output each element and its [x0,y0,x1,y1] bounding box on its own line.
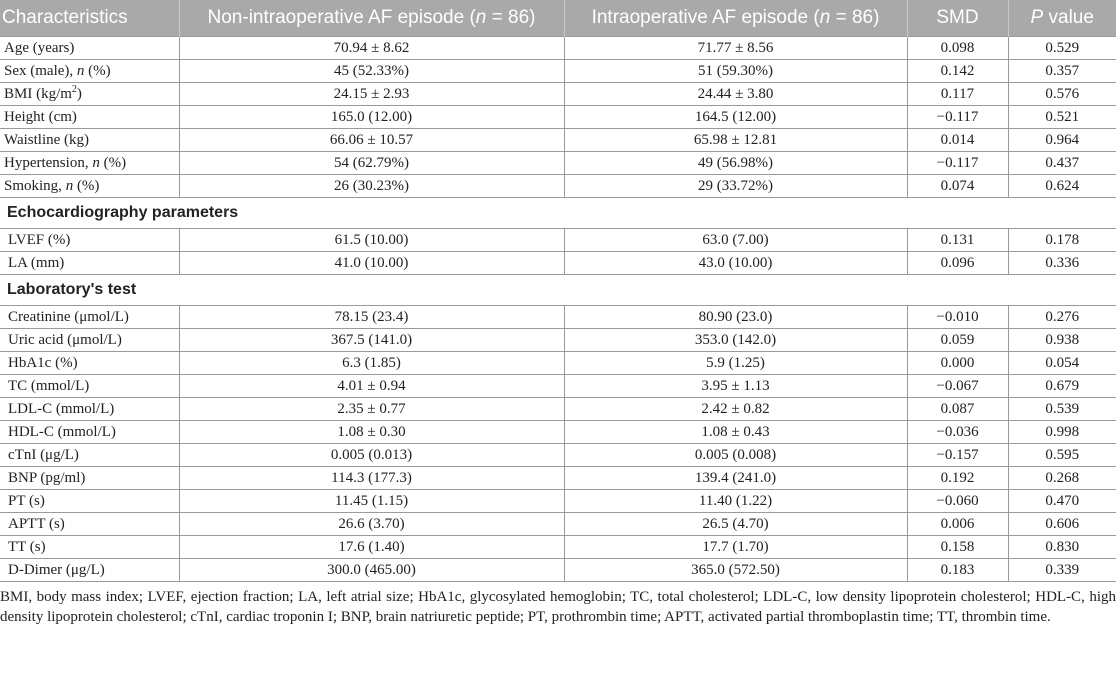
cell-p: 0.437 [1008,152,1116,175]
row-label: Uric acid (μmol/L) [0,329,179,352]
table-row [0,329,1116,352]
row-label: LVEF (%) [0,229,179,252]
cell-non-af: 114.3 (177.3) [179,467,564,490]
cell-p: 0.357 [1008,60,1116,83]
header-smd: SMD [907,0,1008,37]
cell-af: 2.42 ± 0.82 [564,398,907,421]
row-label [0,83,179,106]
cell-non-af: 70.94 ± 8.62 [179,37,564,60]
row-label: LDL-C (mmol/L) [0,398,179,421]
cell-smd: 0.000 [907,352,1008,375]
row-label: TC (mmol/L) [0,375,179,398]
table-row [0,60,1116,83]
table-row [0,129,1116,152]
header-p-symbol: P [1030,7,1044,28]
row-label-pre: Smoking, [4,178,66,194]
cell-smd: −0.117 [907,152,1008,175]
cell-af: 353.0 (142.0) [564,329,907,352]
cell-p: 0.539 [1008,398,1116,421]
cell-smd: 0.158 [907,536,1008,559]
cell-af: 3.95 ± 1.13 [564,375,907,398]
cell-non-af: 367.5 (141.0) [179,329,564,352]
row-label: TT (s) [0,536,179,559]
cell-p: 0.830 [1008,536,1116,559]
cell-p: 0.998 [1008,421,1116,444]
cell-smd: 0.006 [907,513,1008,536]
cell-af: 49 (56.98%) [564,152,907,175]
cell-non-af: 1.08 ± 0.30 [179,421,564,444]
cell-af: 5.9 (1.25) [564,352,907,375]
cell-non-af: 17.6 (1.40) [179,536,564,559]
cell-af: 365.0 (572.50) [564,559,907,582]
cell-non-af: 45 (52.33%) [179,60,564,83]
cell-non-af: 24.15 ± 2.93 [179,83,564,106]
row-label-pre: Sex (male), [4,63,77,79]
cell-p: 0.576 [1008,83,1116,106]
cell-smd: 0.074 [907,175,1008,198]
row-label: HDL-C (mmol/L) [0,421,179,444]
table-row [0,229,1116,252]
header-row [0,0,1116,37]
cell-non-af: 26.6 (3.70) [179,513,564,536]
cell-p: 0.178 [1008,229,1116,252]
cell-smd: 0.192 [907,467,1008,490]
cell-p: 0.336 [1008,252,1116,275]
cell-af: 29 (33.72%) [564,175,907,198]
cell-p: 0.679 [1008,375,1116,398]
cell-af: 164.5 (12.00) [564,106,907,129]
table-row [0,306,1116,329]
cell-non-af: 66.06 ± 10.57 [179,129,564,152]
table-row [0,398,1116,421]
table-row [0,375,1116,398]
header-af-prefix: Intraoperative AF episode ( [591,7,820,28]
cell-af: 65.98 ± 12.81 [564,129,907,152]
cell-smd: −0.010 [907,306,1008,329]
header-characteristics: Characteristics [0,0,179,37]
row-label: PT (s) [0,490,179,513]
cell-p: 0.339 [1008,559,1116,582]
header-non-af [179,0,564,37]
table-row [0,83,1116,106]
row-label-sup: 2 [71,84,77,95]
header-non-af-prefix: Non-intraoperative AF episode ( [207,7,476,28]
cell-af: 0.005 (0.008) [564,444,907,467]
cell-p: 0.054 [1008,352,1116,375]
row-label: HbA1c (%) [0,352,179,375]
row-label-n: n [92,155,100,171]
table-row [0,352,1116,375]
cell-non-af: 78.15 (23.4) [179,306,564,329]
row-label: Waistline (kg) [0,129,179,152]
cell-non-af: 54 (62.79%) [179,152,564,175]
cell-smd: −0.036 [907,421,1008,444]
table-row [0,37,1116,60]
row-label [0,175,179,198]
cell-smd: 0.059 [907,329,1008,352]
row-label-post: (%) [84,63,111,79]
header-non-af-n: n [475,7,487,28]
cell-non-af: 11.45 (1.15) [179,490,564,513]
cell-p: 0.268 [1008,467,1116,490]
row-label: cTnI (μg/L) [0,444,179,467]
table-footnote: BMI, body mass index; LVEF, ejection fraction; LA, left atrial size; HbA1c, glycosylated hemoglobin; TC, total cholesterol; LDL-C, low density lipoprotein cholesterol; HDL-C, high density lipoprotein cholesterol; cTnI, cardiac troponin I; BNP, brain natriuretic peptide; PT, prothrombin time; APTT, activated partial thromboplastin time; TT, thrombin time. [0,589,1116,625]
cell-af: 24.44 ± 3.80 [564,83,907,106]
cell-smd: 0.096 [907,252,1008,275]
table-row [0,490,1116,513]
header-af-suffix: = 86) [830,7,880,28]
row-label-post: ) [76,86,82,102]
table-row [0,467,1116,490]
cell-p: 0.470 [1008,490,1116,513]
cell-non-af: 6.3 (1.85) [179,352,564,375]
cell-non-af: 26 (30.23%) [179,175,564,198]
cell-smd: 0.131 [907,229,1008,252]
cell-p: 0.938 [1008,329,1116,352]
cell-af: 80.90 (23.0) [564,306,907,329]
table-row [0,444,1116,467]
cell-smd: 0.117 [907,83,1008,106]
header-af-n: n [819,7,831,28]
cell-af: 17.7 (1.70) [564,536,907,559]
row-label: APTT (s) [0,513,179,536]
cell-smd: −0.060 [907,490,1008,513]
row-label-pre: BMI (kg/m [4,86,72,102]
cell-af: 63.0 (7.00) [564,229,907,252]
header-non-af-suffix: = 86) [486,7,536,28]
cell-af: 1.08 ± 0.43 [564,421,907,444]
table-row [0,536,1116,559]
cell-smd: 0.142 [907,60,1008,83]
cell-smd: 0.087 [907,398,1008,421]
cell-non-af: 41.0 (10.00) [179,252,564,275]
row-label: BNP (pg/ml) [0,467,179,490]
section-title-laboratory: Laboratory's test [0,275,1116,306]
cell-non-af: 165.0 (12.00) [179,106,564,129]
row-label [0,60,179,83]
cell-smd: −0.157 [907,444,1008,467]
row-label: Age (years) [0,37,179,60]
row-label: D-Dimer (μg/L) [0,559,179,582]
cell-smd: 0.014 [907,129,1008,152]
section-row-laboratory [0,275,1116,306]
cell-non-af: 2.35 ± 0.77 [179,398,564,421]
cell-af: 51 (59.30%) [564,60,907,83]
row-label-post: (%) [99,155,127,171]
table-row [0,106,1116,129]
table-row [0,152,1116,175]
cell-af: 26.5 (4.70) [564,513,907,536]
row-label-n: n [76,63,85,79]
cell-af: 43.0 (10.00) [564,252,907,275]
cell-non-af: 61.5 (10.00) [179,229,564,252]
section-row-echocardiography [0,198,1116,229]
row-label-pre: Hypertension, [4,155,93,171]
cell-p: 0.521 [1008,106,1116,129]
cell-af: 139.4 (241.0) [564,467,907,490]
cell-af: 71.77 ± 8.56 [564,37,907,60]
cell-smd: 0.183 [907,559,1008,582]
cell-non-af: 300.0 (465.00) [179,559,564,582]
table-row [0,513,1116,536]
cell-p: 0.964 [1008,129,1116,152]
table-row [0,175,1116,198]
cell-p: 0.595 [1008,444,1116,467]
table-row [0,252,1116,275]
cell-p: 0.624 [1008,175,1116,198]
row-label: Height (cm) [0,106,179,129]
cell-af: 11.40 (1.22) [564,490,907,513]
header-af [564,0,907,37]
cell-p: 0.276 [1008,306,1116,329]
cell-p: 0.529 [1008,37,1116,60]
row-label [0,152,179,175]
cell-smd: −0.117 [907,106,1008,129]
table-row [0,559,1116,582]
cell-smd: 0.098 [907,37,1008,60]
header-p-suffix: value [1043,7,1094,28]
row-label-post: (%) [73,178,100,194]
cell-p: 0.606 [1008,513,1116,536]
row-label: LA (mm) [0,252,179,275]
cell-non-af: 4.01 ± 0.94 [179,375,564,398]
row-label-n: n [65,178,74,194]
row-label: Creatinine (μmol/L) [0,306,179,329]
cell-smd: −0.067 [907,375,1008,398]
table-row [0,421,1116,444]
cell-non-af: 0.005 (0.013) [179,444,564,467]
header-p-value [1008,0,1116,37]
section-title-echocardiography: Echocardiography parameters [0,198,1116,229]
